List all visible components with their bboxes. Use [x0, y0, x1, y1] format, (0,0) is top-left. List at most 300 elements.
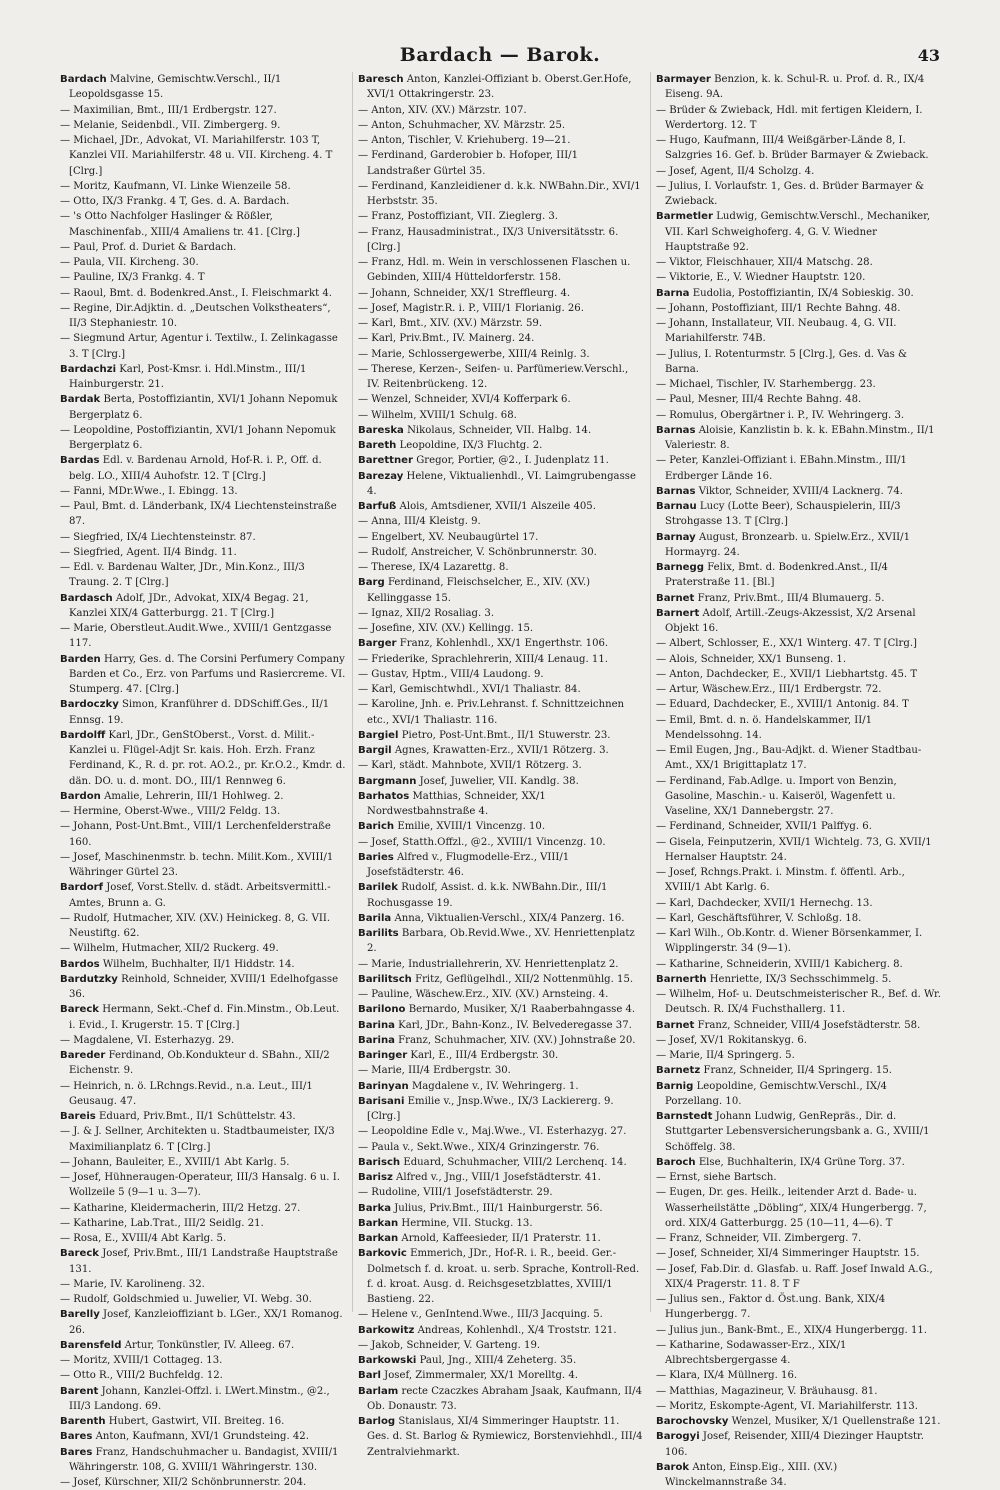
entry-text: Karl, Post-Kmsr. i. Hdl.Minstm., III/1 Hainburgerstr. 21. [69, 363, 307, 390]
directory-entry [358, 530, 644, 545]
directory-entry [60, 1109, 346, 1124]
entry-text: — Peter, Kanzlei-Offiziant i. EBahn.Minstm., III/1 Erdberger Lände 16. [656, 455, 907, 482]
directory-entry [358, 255, 644, 286]
directory-entry [358, 697, 644, 728]
entry-text: — Jakob, Schneider, V. Garteng. 19. [358, 1339, 541, 1351]
entry-text: — Paula v., Sekt.Wwe., XIX/4 Grinzingerstr. 76. [358, 1141, 600, 1153]
entry-surname: Barogyi [656, 1431, 700, 1443]
entry-text: Franz, Priv.Bmt., III/4 Blumauerg. 5. [697, 592, 885, 604]
entry-surname: Bardachzi [60, 363, 117, 375]
entry-text: — Raoul, Bmt. d. Bodenkred.Anst., I. Fleischmarkt 4. [60, 287, 332, 299]
directory-entry [358, 606, 644, 621]
directory-entry [656, 926, 942, 957]
directory-entry [60, 850, 346, 881]
directory-entry [656, 286, 942, 301]
entry-text: — Therese, IX/4 Lazarettg. 8. [358, 562, 509, 573]
entry-text: Henriette, IX/3 Sechsschimmelg. 5. [709, 973, 892, 985]
entry-surname: Barettner [358, 455, 413, 467]
directory-entry [358, 835, 644, 850]
entry-surname: Barg [358, 577, 385, 589]
entry-surname: Barnau [656, 501, 697, 512]
directory-entry [358, 209, 644, 224]
directory-entry [60, 270, 346, 285]
directory-entry [358, 545, 644, 560]
entry-text: — Magdalene, VI. Esterhazyg. 29. [60, 1034, 235, 1046]
entry-text: Arnold, Kaffeesieder, II/1 Praterstr. 11. [401, 1233, 601, 1244]
entry-surname: Barina [358, 1034, 395, 1046]
entry-text: — Siegmund Artur, Agentur i. Textilw., I. Zelinkagasse 3. T [Clrg.] [60, 333, 338, 360]
entry-text: — Rudolf, Goldschmied u. Juwelier, VI. Webg. 30. [60, 1294, 312, 1305]
directory-entry [656, 835, 942, 866]
directory-entry [656, 72, 942, 103]
entry-text: Alois, Amtsdiener, XVII/1 Alszeile 405. [399, 501, 596, 512]
directory-entry [60, 72, 346, 103]
entry-text: Pietro, Post-Unt.Bmt., II/1 Stuwerstr. 23. [401, 729, 611, 741]
directory-entry [358, 1155, 644, 1170]
directory-entry [656, 1246, 942, 1261]
entry-text: — Siegfried, Agent. II/4 Bindg. 11. [60, 546, 237, 558]
directory-entry [358, 560, 644, 575]
directory-entry [60, 1033, 346, 1048]
directory-entry [358, 118, 644, 133]
entry-text: Agnes, Krawatten-Erz., XVII/1 Rötzerg. 3. [394, 745, 609, 756]
entry-surname: Barilono [358, 1004, 406, 1016]
directory-entry [656, 636, 942, 651]
directory-entry [358, 682, 644, 697]
directory-entry [60, 1216, 346, 1231]
entry-surname: Bardach [60, 74, 107, 85]
directory-entry [656, 560, 942, 591]
directory-entry [358, 575, 644, 606]
entry-text: — Helene v., GenIntend.Wwe., III/3 Jacquing. 5. [358, 1309, 603, 1321]
directory-columns [60, 72, 942, 1488]
directory-entry [358, 1246, 644, 1307]
directory-entry [656, 1079, 942, 1110]
directory-entry [60, 530, 346, 545]
entry-text: — Eduard, Dachdecker, E., XVIII/1 Antonig. 84. T [656, 699, 909, 711]
directory-entry [656, 1414, 942, 1429]
directory-entry [358, 850, 644, 881]
directory-entry [358, 469, 644, 500]
entry-surname: Bardoczky [60, 699, 119, 711]
entry-text: — Josef, Agent, II/4 Scholzg. 4. [656, 165, 815, 177]
directory-entry [60, 621, 346, 652]
entry-text: — Paul, Prof. d. Duriet & Bardach. [60, 241, 237, 253]
column-3 [650, 72, 942, 1488]
entry-text: — Katharine, Lab.Trat., III/2 Seidlg. 21. [60, 1217, 264, 1229]
directory-entry [60, 103, 346, 118]
entry-text: — Emil, Bmt. d. n. ö. Handelskammer, II/1 Mendelssohng. 14. [656, 714, 873, 741]
directory-entry [656, 957, 942, 972]
directory-entry [656, 743, 942, 774]
entry-text: — Karl, Bmt., XIV. (XV.) Märzstr. 59. [358, 318, 543, 329]
directory-entry [60, 194, 346, 209]
entry-text: — Anton, Schuhmacher, XV. Märzstr. 25. [358, 119, 566, 131]
entry-text: Aloisie, Kanzlistin b. k. k. EBahn.Minstm., II/1 Valeriestr. 8. [665, 424, 935, 451]
entry-surname: Barisani [358, 1095, 405, 1107]
entry-text: Josef, Zimmermaler, XX/1 Morelltg. 4. [384, 1370, 578, 1382]
entry-surname: Barnig [656, 1080, 694, 1092]
entry-text: — Rudoline, VIII/1 Josefstädterstr. 29. [358, 1187, 553, 1199]
directory-entry [60, 1048, 346, 1079]
directory-entry [358, 225, 644, 256]
entry-text: Stanislaus, XI/4 Simmeringer Hauptstr. 11. Ges. d. St. Barlog & Rymiewicz, Borstenviehhdl., III/4 Zentralviehmarkt. [367, 1416, 643, 1458]
entry-text: — Josefine, XIV. (XV.) Kellingg. 15. [358, 623, 534, 634]
directory-entry [656, 987, 942, 1018]
entry-text: — Josef, Hühneraugen-Operateur, III/3 Hansalg. 6 u. I. Wollzeile 5 (9—1 u. 3—7). [60, 1172, 340, 1199]
entry-surname: Barlog [358, 1416, 396, 1427]
directory-entry [60, 591, 346, 622]
entry-surname: Bardasch [60, 592, 113, 604]
entry-text: Barbara, Ob.Revid.Wwe., XV. Henriettenplatz 2. [367, 928, 635, 955]
directory-entry [656, 301, 942, 316]
entry-text: — Gisela, Feinputzerin, XVII/1 Wichtelg. 73, G. XVII/1 Hernalser Hauptstr. 24. [656, 836, 932, 863]
entry-surname: Barisch [358, 1156, 401, 1168]
directory-entry [656, 316, 942, 347]
directory-entry [656, 408, 942, 423]
entry-text: — Therese, Kerzen-, Seifen- u. Parfümeriew.Verschl., IV. Reitenbrückeng. 12. [358, 363, 629, 390]
directory-entry [358, 880, 644, 911]
entry-text: Anton, Kaufmann, XVI/1 Grundsteing. 42. [95, 1431, 309, 1443]
entry-text: Andreas, Kohlenhdl., X/4 Troststr. 121. [417, 1324, 617, 1336]
directory-entry [656, 270, 942, 285]
directory-entry [60, 941, 346, 956]
directory-entry [358, 453, 644, 468]
directory-entry [358, 1201, 644, 1216]
directory-entry [358, 758, 644, 773]
entry-text: Anton, Einsp.Eig., XIII. (XV.) Winckelmannstraße 34. [665, 1461, 838, 1488]
entry-surname: Bardutzky [60, 973, 118, 985]
directory-entry [656, 484, 942, 499]
directory-entry [60, 179, 346, 194]
entry-surname: Barkowski [358, 1355, 417, 1366]
entry-text: — Heinrich, n. ö. LRchngs.Revid., n.a. Leut., III/1 Geusaug. 47. [60, 1080, 313, 1107]
directory-entry [60, 1124, 346, 1155]
entry-text: — Edl. v. Bardenau Walter, JDr., Min.Konz., III/3 Traung. 2. T [Clrg.] [60, 562, 305, 589]
entry-text: Johann Ludwig, GenRepräs., Dir. d. Stuttgarter Lebensversicherungsbank a. G., XVIII/1 Schöffelg. 38. [665, 1111, 930, 1153]
directory-entry [60, 1155, 346, 1170]
directory-entry [656, 1338, 942, 1369]
directory-entry [656, 1399, 942, 1414]
directory-entry [358, 316, 644, 331]
directory-entry [656, 1033, 942, 1048]
directory-entry [358, 1323, 644, 1338]
entry-text: — Melanie, Seidenbdl., VII. Zimbergerg. 9. [60, 119, 281, 131]
directory-entry [656, 819, 942, 834]
entry-text: — Paul, Mesner, III/4 Rechte Bahng. 48. [656, 394, 862, 406]
entry-surname: Barhatos [358, 790, 410, 802]
entry-surname: Barmetler [656, 211, 713, 223]
entry-text: — Rosa, E., XVIII/4 Abt Karlg. 5. [60, 1233, 227, 1244]
entry-surname: Baroch [656, 1156, 696, 1168]
entry-text: — Ferdinand, Schneider, XVII/1 Palffyg. 6. [656, 821, 872, 833]
page-header [60, 44, 940, 74]
directory-entry [358, 1140, 644, 1155]
entry-text: — Karl, Gemischtwhdl., XVI/1 Thaliastr. 84. [358, 684, 581, 695]
directory-entry [656, 1262, 942, 1293]
entry-text: Gregor, Portier, @2., I. Judenplatz 11. [416, 455, 609, 467]
entry-text: — Ferdinand, Fab.Adlge. u. Import von Benzin, Gasoline, Maschin.- u. Kaiseröl, Wagenfett u. Vaseline, XX/1 Dannebergstr. 27. [656, 775, 897, 817]
entry-surname: Bareck [60, 1248, 100, 1260]
page-number: 43 [917, 46, 940, 65]
directory-entry [656, 1323, 942, 1338]
directory-entry [656, 1155, 942, 1170]
entry-text: — Marie, IV. Karolineng. 32. [60, 1278, 205, 1290]
entry-surname: Barkowitz [358, 1324, 415, 1336]
entry-text: — Siegfried, IX/4 Liechtensteinstr. 87. [60, 531, 256, 543]
directory-entry [60, 1307, 346, 1338]
directory-entry [60, 118, 346, 133]
entry-text: — Moritz, Eskompte-Agent, VI. Mariahilferstr. 113. [656, 1400, 918, 1412]
entry-text: — Wilhelm, XVIII/1 Schulg. 68. [358, 409, 517, 421]
directory-entry [358, 1353, 644, 1368]
entry-text: — Julius sen., Faktor d. Öst.ung. Bank, XIX/4 Hungerbergg. 7. [656, 1294, 886, 1321]
entry-text: Emilie, XVIII/1 Vincenzg. 10. [397, 821, 546, 833]
entry-surname: Barnas [656, 424, 696, 436]
entry-text: — Karl, Priv.Bmt., IV. Mainerg. 24. [358, 333, 535, 345]
entry-surname: Barnetz [656, 1065, 701, 1077]
entry-text: Karl, E., III/4 Erdbergstr. 30. [410, 1050, 559, 1061]
directory-entry [60, 1002, 346, 1033]
entry-text: — Alois, Schneider, XX/1 Bunseng. 1. [656, 653, 847, 665]
directory-entry [656, 652, 942, 667]
directory-entry [358, 1185, 644, 1200]
entry-text: Eduard, Schuhmacher, VIII/2 Lerchenq. 14. [403, 1156, 627, 1168]
entry-surname: Barnet [656, 592, 695, 604]
entry-surname: Barlam [358, 1385, 399, 1397]
page-title: Bardach — Barok. [399, 44, 601, 66]
entry-text: — Moritz, Kaufmann, VI. Linke Wienzeile 58. [60, 180, 291, 192]
entry-text: — Ferdinand, Kanzleidiener d. k.k. NWBahn.Dir., XVI/1 Herbststr. 35. [358, 180, 641, 207]
entry-text: — Marie, Industriallehrerin, XV. Henriettenplatz 2. [358, 958, 619, 970]
entry-text: — Josef, Magistr.R. i. P., VIII/1 Florianig. 26. [358, 302, 584, 314]
directory-entry [656, 1018, 942, 1033]
directory-entry [656, 774, 942, 820]
directory-entry [656, 1063, 942, 1078]
directory-entry [656, 377, 942, 392]
entry-text: Hermine, VII. Stuckg. 13. [401, 1217, 533, 1229]
directory-entry [60, 697, 346, 728]
entry-surname: Barnert [656, 607, 700, 619]
entry-text: — Franz, Hdl. m. Wein in verschlossenen Flaschen u. Gebinden, XIII/4 Hütteldorferstr. 158. [358, 257, 631, 284]
directory-entry [60, 1414, 346, 1429]
entry-surname: Barilek [358, 882, 398, 894]
directory-entry [60, 1445, 346, 1476]
entry-surname: Barina [358, 1019, 395, 1031]
entry-text: Alfred v., Jng., VIII/1 Josefstädterstr. 41. [396, 1172, 601, 1183]
entry-surname: Barnegg [656, 562, 704, 573]
directory-entry [358, 499, 644, 514]
entry-text: Franz, Kohlenhdl., XX/1 Engerthstr. 106. [399, 638, 609, 650]
entry-text: — Leopoldine, Postoffiziantin, XVI/1 Johann Nepomuk Bergerplatz 6. [60, 424, 336, 451]
entry-text: Amalie, Lehrerin, III/1 Hohlweg. 2. [104, 790, 284, 802]
entry-text: — Anton, Tischler, V. Kriehuberg. 19—21. [358, 135, 571, 146]
entry-text: — Moritz, XVIII/1 Cottageg. 13. [60, 1355, 223, 1366]
directory-entry [358, 1216, 644, 1231]
directory-entry [358, 636, 644, 651]
entry-text: Ferdinand, Fleischselcher, E., XIV. (XV.) Kellinggasse 15. [367, 577, 591, 604]
entry-text: Ludwig, Gemischtw.Verschl., Mechaniker, VII. Karl Schweighoferg. 4, G. V. Wiedner Hauptstraße 92. [665, 211, 931, 253]
entry-text: — Pauline, Wäschew.Erz., XIV. (XV.) Arnsteing. 4. [358, 989, 609, 1000]
directory-entry [358, 1124, 644, 1139]
entry-text: Franz, Handschuhmacher u. Bandagist, XVIII/1 Währingerstr. 108, G. XVIII/1 Währingerstr. 130. [69, 1446, 339, 1473]
entry-text: — Hugo, Kaufmann, III/4 Weißgärber-Lände 8, I. Salzgries 16. Gef. b. Brüder Barmayer & Zwieback. [656, 135, 929, 162]
entry-text: — Julius, I. Vorlaufstr. 1, Ges. d. Brüder Barmayer & Zwieback. [656, 180, 925, 207]
entry-text: Magdalene v., IV. Wehringerg. 1. [411, 1080, 579, 1092]
directory-entry [358, 743, 644, 758]
entry-surname: Barelly [60, 1309, 100, 1321]
entry-text: Emilie v., Jnsp.Wwe., IX/3 Lackiererg. 9. [Clrg.] [367, 1095, 614, 1122]
directory-entry [60, 804, 346, 819]
entry-text: — Julius jun., Bank-Bmt., E., XIX/4 Hungerbergg. 11. [656, 1324, 928, 1336]
entry-text: — Karl, Dachdecker, XVII/1 Hernechg. 13. [656, 897, 873, 909]
directory-entry [656, 1048, 942, 1063]
entry-surname: Bardon [60, 790, 101, 802]
entry-surname: Bareck [60, 1004, 100, 1016]
directory-entry [358, 1048, 644, 1063]
entry-surname: Barden [60, 653, 101, 665]
directory-entry [656, 1170, 942, 1185]
entry-text: — Karoline, Jnh. e. Priv.Lehranst. f. Schnittzeichnen etc., XVI/1 Thaliastr. 116. [358, 699, 625, 726]
entry-surname: Baringer [358, 1050, 408, 1061]
directory-entry [656, 591, 942, 606]
entry-surname: Barok [656, 1461, 690, 1473]
entry-surname: Bares [60, 1431, 93, 1443]
entry-text: Edl. v. Bardenau Arnold, Hof-R. i. P., Off. d. belg. LO., XIII/4 Auhofstr. 12. T [Clrg.] [69, 455, 322, 482]
entry-surname: Barochovsky [656, 1416, 729, 1427]
directory-entry [60, 1201, 346, 1216]
entry-text: Karl, JDr., Bahn-Konz., IV. Belvederegasse 37. [398, 1019, 632, 1031]
column-1 [60, 72, 346, 1488]
entry-surname: Bareder [60, 1050, 106, 1061]
directory-entry [358, 957, 644, 972]
entry-text: Eudolia, Postoffiziantin, IX/4 Sobieskig. 30. [692, 287, 914, 299]
entry-text: — Viktor, Fleischhauer, XII/4 Matschg. 28. [656, 257, 873, 268]
directory-entry [358, 972, 644, 987]
directory-entry [656, 1460, 942, 1490]
entry-surname: Barila [358, 912, 392, 924]
entry-text: — Wenzel, Schneider, XVI/4 Kofferpark 6. [358, 394, 571, 406]
directory-entry [358, 728, 644, 743]
entry-text: — Albert, Schlosser, E., XX/1 Winterg. 47. T [Clrg.] [656, 638, 917, 650]
entry-text: — Otto R., VIII/2 Buchfeldg. 12. [60, 1370, 223, 1382]
entry-text: — Otto, IX/3 Frankg. 4 T, Ges. d. A. Bardach. [60, 196, 290, 207]
entry-text: — Rudolf, Anstreicher, V. Schönbrunnerstr. 30. [358, 546, 597, 558]
entry-text: — Johann, Postoffiziant, III/1 Rechte Bahng. 48. [656, 302, 901, 314]
entry-text: Leopoldine, Gemischtw.Verschl., IX/4 Porzellang. 10. [665, 1080, 887, 1107]
entry-text: Bernardo, Musiker, X/1 Raaberbahngasse 4. [408, 1004, 636, 1016]
entry-text: — Emil Eugen, Jng., Bau-Adjkt. d. Wiener Stadtbau-Amt., XX/1 Brigittaplatz 17. [656, 745, 922, 772]
entry-text: Nikolaus, Schneider, VII. Halbg. 14. [407, 424, 592, 436]
entry-text: Johann, Kanzlei-Offzl. i. LWert.Minstm., @2., III/3 Landong. 69. [69, 1385, 330, 1412]
entry-text: — Josef, Statth.Offzl., @2., XVIII/1 Vincenzg. 10. [358, 836, 606, 848]
entry-text: — Fanni, MDr.Wwe., I. Ebingg. 13. [60, 485, 238, 497]
directory-entry [358, 133, 644, 148]
directory-entry [656, 1292, 942, 1323]
directory-entry [60, 1475, 346, 1490]
directory-entry [60, 1353, 346, 1368]
directory-entry [358, 1063, 644, 1078]
entry-text: Lucy (Lotte Beer), Schauspielerin, III/3 Strohgasse 13. T [Clrg.] [665, 501, 901, 528]
entry-surname: Bareis [60, 1111, 96, 1122]
entry-surname: Baresch [358, 74, 404, 85]
directory-entry [60, 1246, 346, 1277]
directory-entry [656, 667, 942, 682]
entry-surname: Bardos [60, 958, 100, 970]
entry-surname: Barkan [358, 1233, 399, 1244]
entry-text: — Franz, Hausadministrat., IX/3 Universitätsstr. 6. [Clrg.] [358, 226, 619, 253]
entry-text: — Josef, XV/1 Rokitanskyg. 6. [656, 1034, 807, 1046]
entry-text: — Johann, Installateur, VII. Neubaug. 4, G. VII. Mariahilferstr. 74B. [656, 318, 897, 345]
entry-text: — Viktorie, E., V. Wiedner Hauptstr. 120. [656, 272, 866, 284]
entry-text: — Franz, Schneider, VII. Zimbergerg. 7. [656, 1233, 862, 1244]
directory-entry [60, 240, 346, 255]
directory-entry [358, 774, 644, 789]
entry-text: Felix, Bmt. d. Bodenkred.Anst., II/4 Praterstraße 11. [Bl.] [665, 562, 888, 589]
entry-surname: Barinyan [358, 1080, 409, 1092]
entry-surname: Barilitsch [358, 973, 412, 985]
entry-surname: Barfuß [358, 501, 397, 512]
entry-text: Wenzel, Musiker, X/1 Quellenstraße 121. [731, 1416, 941, 1427]
entry-text: — Eugen, Dr. ges. Heilk., leitender Arzt d. Bade- u. Wasserheilstätte „Döbling“, XIX/4 Hungerbergg. 7, ord. XIX/4 Gatterburgg. 25 (10—11, 4—6). T [656, 1187, 927, 1229]
entry-text: Franz, Schuhmacher, XIV. (XV.) Johnstraße 20. [398, 1034, 636, 1046]
directory-entry [60, 789, 346, 804]
entry-text: — Katharine, Schneiderin, XVIII/1 Kabicherg. 8. [656, 958, 903, 970]
directory-entry [656, 682, 942, 697]
entry-text: — Marie, III/4 Erdbergstr. 30. [358, 1065, 511, 1077]
entry-text: — Ernst, siehe Bartsch. [656, 1172, 777, 1183]
directory-entry [656, 1429, 942, 1460]
directory-entry [358, 911, 644, 926]
directory-entry [358, 1338, 644, 1353]
entry-text: Anna, Viktualien-Verschl., XIX/4 Panzerg. 16. [394, 912, 625, 924]
entry-text: Franz, Schneider, II/4 Springerg. 15. [703, 1065, 892, 1077]
directory-entry [60, 286, 346, 301]
entry-text: Franz, Schneider, VIII/4 Josefstädterstr. 58. [697, 1019, 921, 1031]
directory-entry [358, 1094, 644, 1125]
directory-entry [358, 179, 644, 210]
directory-entry [60, 255, 346, 270]
directory-entry [358, 362, 644, 393]
directory-entry [60, 499, 346, 530]
entry-surname: Barna [656, 287, 690, 299]
entry-text: Hermann, Sekt.-Chef d. Fin.Minstm., Ob.Leut. i. Evid., I. Krugerstr. 15. T [Clrg.] [69, 1004, 340, 1031]
entry-text: — Josef, Fab.Dir. d. Glasfab. u. Raff. Josef Inwald A.G., XIX/4 Pragerstr. 11. 8. T F [656, 1263, 933, 1290]
directory-entry [656, 530, 942, 561]
entry-text: — Karl, Geschäftsführer, V. Schloßg. 18. [656, 912, 862, 924]
entry-surname: Barich [358, 821, 395, 833]
directory-entry [358, 347, 644, 362]
entry-text: Rudolf, Assist. d. k.k. NWBahn.Dir., III/1 Rochusgasse 19. [367, 882, 608, 909]
entry-text: — Karl, städt. Mahnbote, XVII/1 Rötzerg. 3. [358, 760, 582, 772]
entry-text: Fritz, Geflügelhdl., XII/2 Nottenmühlg. 15. [415, 973, 634, 985]
entry-surname: Barl [358, 1370, 381, 1382]
entry-surname: Barezay [358, 470, 404, 482]
entry-text: — Ignaz, XII/2 Rosaliag. 3. [358, 607, 495, 619]
entry-text: Josef, Juwelier, VII. Kandlg. 38. [419, 775, 579, 787]
directory-entry [358, 667, 644, 682]
entry-text: — Johann, Schneider, XX/1 Streffleurg. 4. [358, 287, 571, 299]
entry-text: Matthias, Schneider, XX/1 Nordwestbahnstraße 4. [367, 790, 546, 817]
directory-entry [60, 1170, 346, 1201]
directory-entry [358, 103, 644, 118]
directory-entry [358, 408, 644, 423]
entry-surname: Barent [60, 1385, 99, 1397]
directory-entry [656, 896, 942, 911]
directory-entry [60, 972, 346, 1003]
directory-entry [60, 911, 346, 942]
directory-entry [656, 606, 942, 637]
